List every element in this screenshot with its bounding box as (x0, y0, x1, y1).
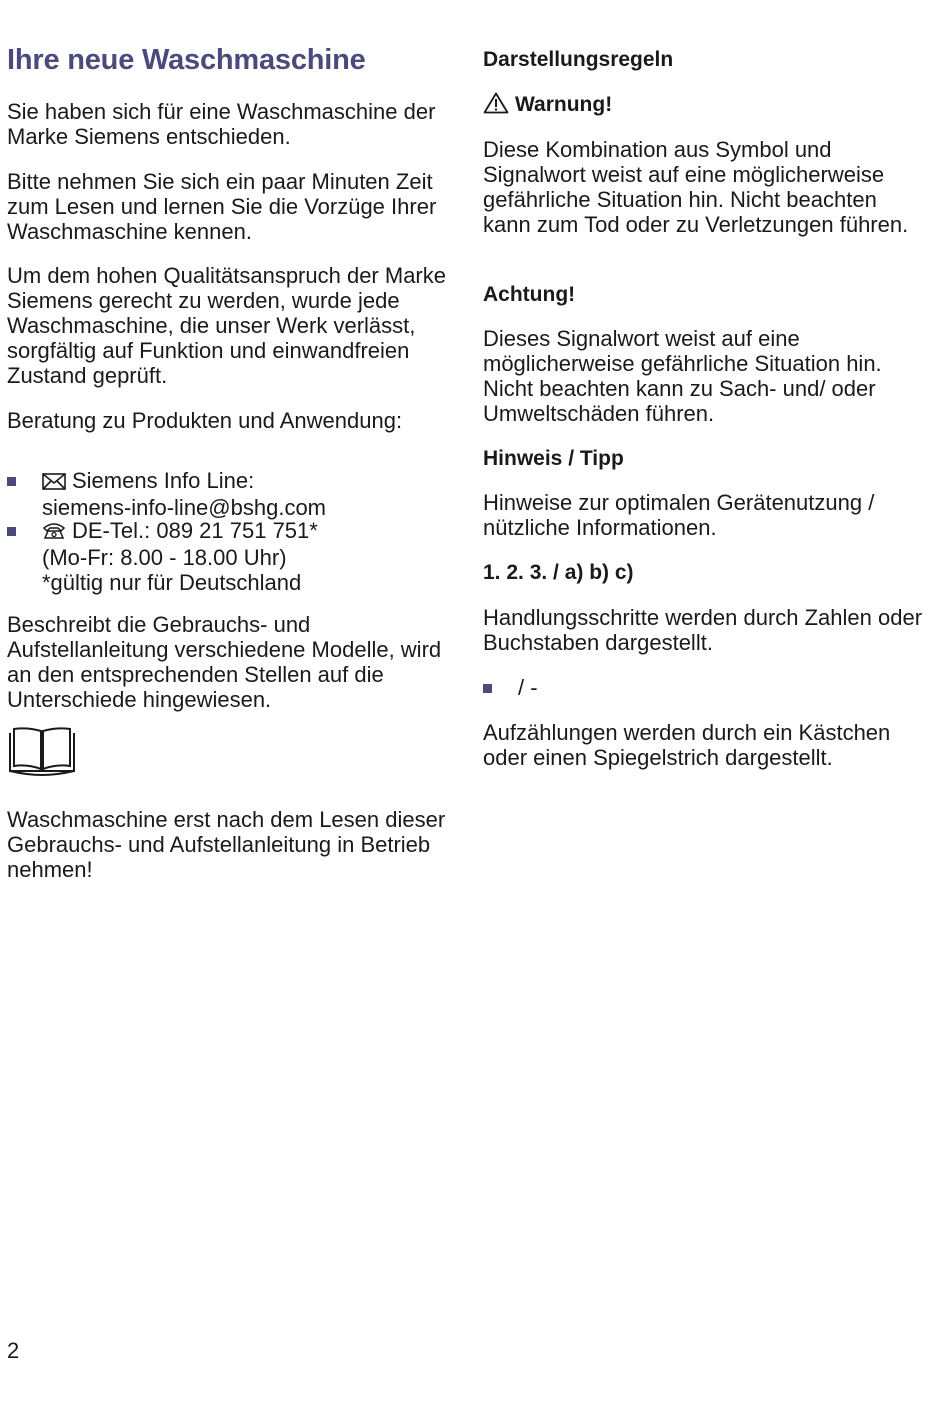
warning-label: Warnung! (515, 93, 613, 116)
caution-heading: Achtung! (483, 283, 576, 306)
contact-label: Siemens Info Line: (72, 468, 255, 493)
hint-text: Hinweise zur optimalen Gerätenutzung / nützliche Informationen. (483, 490, 875, 540)
envelope-icon (42, 470, 66, 495)
quality-paragraph: Um dem hohen Qualitätsanspruch der Marke Siemens gerecht zu werden, wurde jede Waschmaschine, die unser Werk verlässt, sorgfältig auf Funktion und einwandfreien Zustand geprüft. (7, 263, 446, 388)
telephone-footnote: *gültig nur für Deutschland (42, 570, 302, 595)
intro-paragraph: Sie haben sich für eine Waschmaschine der Marke Siemens entschieden. (7, 99, 436, 149)
open-book-icon (7, 725, 77, 782)
contact-email-link[interactable]: siemens-info-line@bshg.com (42, 495, 327, 520)
bullet-square-icon (483, 684, 492, 693)
list-symbol-label: / - (518, 675, 538, 700)
warning-text: Diese Kombination aus Symbol und Signalwort weist auf eine möglicherweise gefährliche Situation hin. Nicht beachten kann zum Tod oder zu Verletzungen führen. (483, 137, 909, 237)
hint-heading: Hinweis / Tipp (483, 447, 624, 470)
read-first-paragraph: Waschmaschine erst nach dem Lesen dieser Gebrauchs- und Aufstellanleitung in Betrieb nehmen! (7, 807, 446, 882)
telephone-number: DE-Tel.: 089 21 751 751* (72, 518, 318, 543)
bullet-square-icon (7, 477, 16, 486)
section-heading: Darstellungsregeln (483, 48, 674, 71)
warning-heading (483, 92, 612, 120)
advice-paragraph: Beratung zu Produkten und Anwendung: (7, 408, 403, 433)
list-text: Aufzählungen werden durch ein Kästchen oder einen Spiegelstrich dargestellt. (483, 720, 891, 770)
steps-heading: 1. 2. 3. / a) b) c) (483, 561, 634, 584)
bullet-square-icon (7, 527, 16, 536)
telephone-hours: (Mo-Fr: 8.00 - 18.00 Uhr) (42, 545, 287, 570)
caution-text: Dieses Signalwort weist auf eine möglicherweise gefährliche Situation hin. Nicht beachten kann zu Sach- und/ oder Umweltschäden führen. (483, 326, 882, 426)
warning-triangle-icon (483, 92, 509, 120)
page-title: Ihre neue Waschmaschine (7, 44, 366, 76)
steps-text: Handlungsschritte werden durch Zahlen oder Buchstaben dargestellt. (483, 605, 923, 655)
reading-paragraph: Bitte nehmen Sie sich ein paar Minuten Zeit zum Lesen und lernen Sie die Vorzüge Ihrer Waschmaschine kennen. (7, 169, 437, 244)
page-number: 2 (7, 1338, 20, 1363)
telephone-icon (42, 520, 66, 545)
models-paragraph: Beschreibt die Gebrauchs- und Aufstellanleitung verschiedene Modelle, wird an den entsprechenden Stellen auf die Unterschiede hingewiesen. (7, 612, 442, 712)
